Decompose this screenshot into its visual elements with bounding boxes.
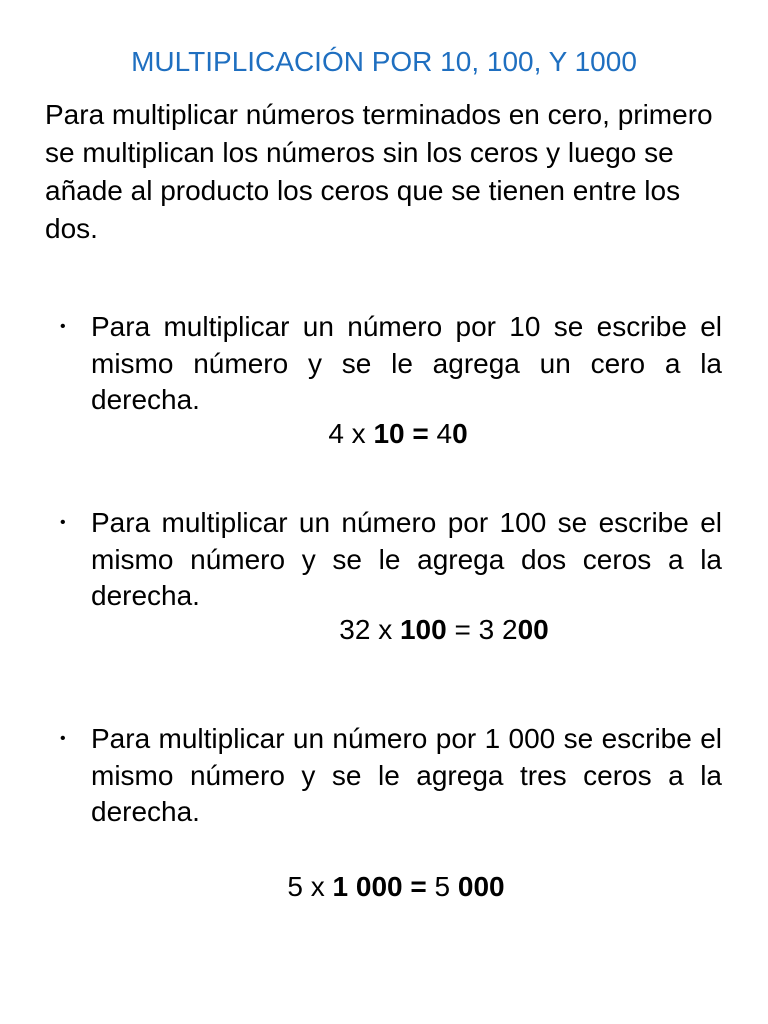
- equals-sign: =: [446, 614, 479, 645]
- result-bold: 0: [452, 418, 468, 449]
- operand-a: 32: [339, 614, 371, 645]
- result-plain: 5: [434, 871, 458, 902]
- bullet-icon: •: [60, 730, 66, 747]
- operand-a: 4: [328, 418, 344, 449]
- operand-b: 1 000: [332, 871, 403, 902]
- page-title: MULTIPLICACIÓN POR 10, 100, Y 1000: [131, 46, 637, 77]
- operand-b: 10: [373, 418, 405, 449]
- bullet-icon: •: [60, 514, 66, 531]
- equals-sign: =: [402, 871, 435, 902]
- intro-paragraph: Para multiplicar números terminados en cero, primero se multiplican los números sin los ceros y luego se añade al producto los ceros que se tienen entre los dos.: [45, 99, 713, 244]
- example-equation-100: [60, 614, 768, 646]
- result-plain: 4: [436, 418, 453, 449]
- result-plain: 3 2: [478, 614, 518, 645]
- equals-sign: =: [404, 418, 437, 449]
- operand-b: 100: [399, 614, 447, 645]
- operator: x: [343, 418, 374, 449]
- result-bold: 000: [457, 871, 505, 902]
- rule-text: Para multiplicar un número por 10 se escribe el mismo número y se le agrega un cero a la derecha.: [91, 311, 722, 415]
- rule-item-10: [60, 309, 722, 419]
- rule-text: Para multiplicar un número por 100 se escribe el mismo número y se le agrega dos ceros a la derecha.: [91, 507, 722, 611]
- rule-item-100: [60, 505, 722, 615]
- example-equation-10: [14, 418, 768, 450]
- bullet-icon: •: [60, 318, 66, 335]
- example-equation-1000: [12, 871, 768, 903]
- operand-a: 5: [287, 871, 303, 902]
- result-bold: 00: [517, 614, 549, 645]
- operator: x: [302, 871, 333, 902]
- rule-item-1000: [60, 721, 722, 831]
- rule-text: Para multiplicar un número por 1 000 se escribe el mismo número y se le agrega tres ceros a la derecha.: [91, 723, 722, 827]
- operator: x: [370, 614, 400, 645]
